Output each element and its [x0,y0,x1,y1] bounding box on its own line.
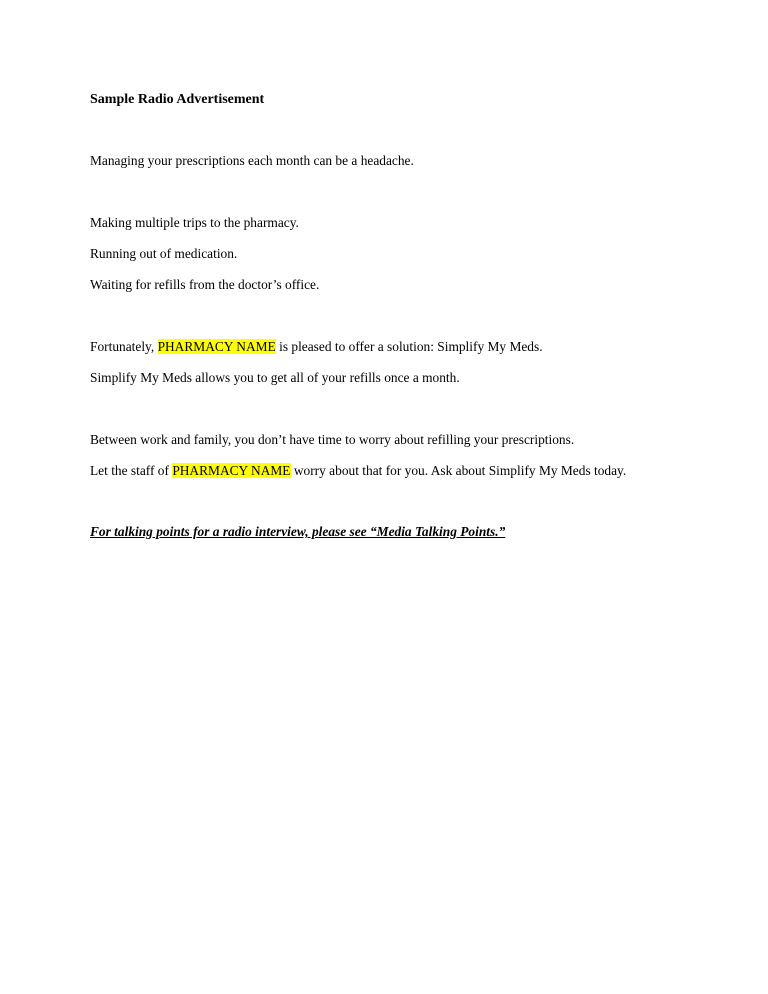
paragraph-call-to-action [90,463,626,479]
cta-text-after: worry about that for you. Ask about Simplify My Meds today. [290,463,627,478]
paragraph-busy: Between work and family, you don’t have time to worry about refilling your prescriptions. [90,432,575,447]
paragraph-intro: Managing your prescriptions each month can be a headache. [90,153,414,168]
pharmacy-name-placeholder: PHARMACY NAME [157,339,276,354]
paragraph-solution [90,339,543,355]
pharmacy-name-placeholder: PHARMACY NAME [172,463,291,478]
cta-text-before: Let the staff of [90,463,173,478]
paragraph-problem-1: Making multiple trips to the pharmacy. [90,215,299,230]
solution-text-before: Fortunately, [90,339,158,354]
footer-note: For talking points for a radio interview, please see “Media Talking Points.” [90,524,506,539]
paragraph-problem-2: Running out of medication. [90,246,238,261]
solution-text-after: is pleased to offer a solution: Simplify My Meds. [275,339,543,354]
paragraph-problem-3: Waiting for refills from the doctor’s office. [90,277,320,292]
page-title: Sample Radio Advertisement [90,92,265,107]
paragraph-benefit: Simplify My Meds allows you to get all of your refills once a month. [90,370,460,385]
